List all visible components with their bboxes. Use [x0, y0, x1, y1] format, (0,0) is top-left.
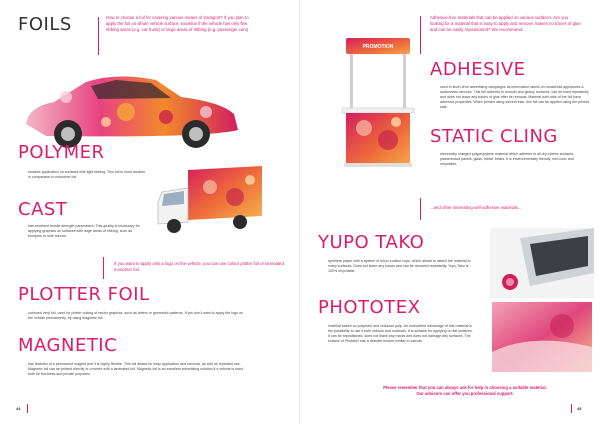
foils-title: FOILS: [18, 14, 72, 35]
static-cling-heading: STATIC CLING: [430, 126, 558, 147]
other-note: ...and other interesting self-adhesive materials...: [430, 205, 522, 210]
magnetic-heading: MAGNETIC: [18, 335, 118, 356]
truck-image: [150, 162, 270, 240]
adhesive-text: used in short-term advertising campaigns as information labels on household appliances & audio/video devices. This foil adheres to smooth and glossy surfaces, can be used repeatedly and does not leave any traces of glue after its removal. Material both side of the foil have adhesive properties. When printed using solvent inks, this foil can be applied using the printed side.: [440, 85, 590, 109]
stand-sign-text: PROMOTION: [362, 44, 394, 50]
foils-intro: How to choose a foil for covering various means of transport? If you plan to apply the foil on whole vehicle surface, examine if the vehicle has only few ribbing areas (e.g. car trunk) or large areas of ribbing (e.g. passenger cars): [106, 15, 249, 32]
phototex-image: [492, 302, 592, 372]
phototex-heading: PHOTOTEX: [318, 297, 421, 318]
laptop-image: [490, 228, 594, 298]
closing-line-2: Our advisors can offer you professional support.: [416, 391, 514, 396]
right-intro-bar: [420, 16, 421, 54]
plotter-foil-heading: PLOTTER FOIL: [18, 284, 150, 305]
promotion-stand-image: [336, 36, 418, 174]
yupo-tako-text: synthetic paper with a system of micro suction cups, which allows to attach the material to many surfaces. Does not leave any traces and can be removed repeatedly. Yupo Tako is 100% recyclable.: [328, 259, 471, 273]
right-page: [300, 0, 600, 424]
adhesive-heading: ADHESIVE: [430, 59, 526, 80]
other-note-bar: [420, 198, 421, 220]
plotter-foil-text: coloured vinyl foil, used for plotter cutting of vector graphics, such as letters or geometric patterns. If you don't want to apply the logo on the vehicle permanently, try using magnetic foil.: [28, 311, 244, 320]
magnetic-text: has features of a permanent magnet and it is highly flexible. This foil allows for easy application and removal, as well as repeated use. Magnetic foil can be printed directly or covered with a laminated foil. Magnetic foil is an excellent advertising solution if a vehicle is used both for business and private purposes.: [28, 362, 243, 376]
polymer-text: enables application on surfaces with light ribbing. This foil is more durable in comparison to monomer foil.: [28, 170, 146, 179]
phototex-text: material based on polyester and cellulose pulp. An undoubted advantage of this material is the possibility to use it both indoors and outdoors. It is suitable for applying on flat surfaces. It can be repositioned, does not leave any marks and does not damage any surfaces. The surface of Phototex has a delicate texture similar to canvas.: [328, 324, 473, 343]
intro-bar: [98, 17, 99, 55]
cast-heading: CAST: [18, 199, 68, 220]
page-number-bar-left: [27, 404, 28, 413]
polymer-heading: POLYMER: [18, 142, 105, 163]
static-cling-text: electrically charged polypropylene material which adheres to all dry interior surfaces: plasterboard panels, glass, metal, bricks. It is environmentally friendly, non-toxic and recyclable.: [440, 152, 575, 166]
logo-note-bar: [103, 257, 104, 279]
closing-line-1: Please remember that you can always ask for help in choosing a suitable material.: [383, 385, 547, 390]
car-image: [6, 52, 252, 152]
yupo-tako-heading: YUPO TAKO: [318, 232, 425, 253]
logo-note: If you want to apply only a logo on the vehicle, you can use colour plotter foil or laminated monomer foil.: [114, 261, 284, 272]
page-number-right: 45: [577, 406, 582, 411]
cast-text: has excellent tensile strength parameters. This quality is necessary for applying graphics on surfaces with large areas of ribbing, such as bumpers or side mirrors.: [28, 224, 140, 238]
page-number-bar-right: [571, 404, 572, 413]
page-number-left: 44: [16, 406, 21, 411]
right-intro: Adhesive-free materials that can be applied on various surfaces. Are you looking for a material that is easy to apply and remove, leaves no traces of glue and can be easily repositioned? We recommend:: [430, 15, 581, 32]
